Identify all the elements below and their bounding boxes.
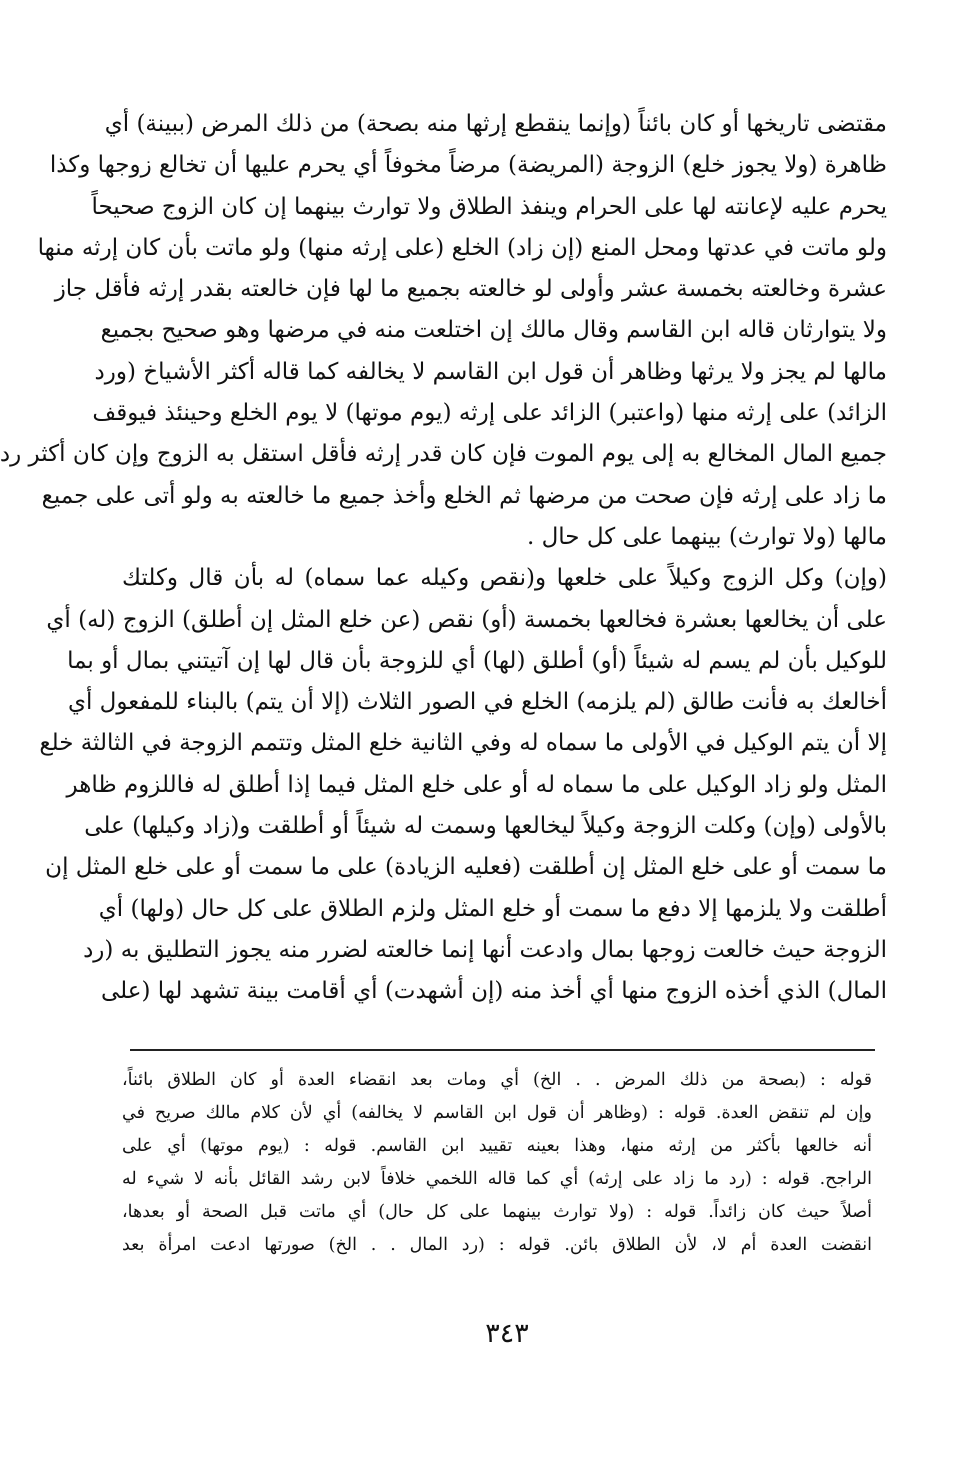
text-line: إلا أن يتم الوكيل في الأولى ما سماه له وفي الثانية خلع المثل وتتمم الزوجة في الثالثة خلع: [39, 730, 887, 757]
main-text: [0, 104, 887, 1013]
footnote-line: وإن لم تنقض العدة. قوله : (وظاهر أن قول ابن القاسم لا يخالفه) أي لأن كلام مالك صريح في: [122, 1103, 872, 1123]
footnote-line: قوله : (بصحة من ذلك المرض . . الخ) أي ومات بعد انقضاء العدة أو كان الطلاق بائناً،: [122, 1070, 872, 1090]
text-line: المال) الذي أخذه الزوج منها أي أخذ منه (إن أشهدت) أي أقامت بينة تشهد لها (على: [100, 978, 887, 1005]
text-line: أطلقت ولا يلزمها إلا دفع ما سمت أو خلع المثل ولزم الطلاق على كل حال (ولها) أي: [98, 895, 887, 922]
footnote-divider: [130, 1049, 875, 1051]
text-line: بالأولى (وإن) وكلت الزوجة وكيلاً ليخالعها وسمت له شيئاً أو أطلقت و(زاد وكيلها) على: [84, 813, 887, 840]
text-line: عشرة وخالعته بخمسة عشر وأولى لو خالعته بجميع ما لها فإن خالعته بقدر إرثه فأقل جاز: [54, 276, 887, 303]
text-line: مالها (ولا توارث) بينهما على كل حال .: [526, 523, 887, 550]
footnotes: [122, 1064, 872, 1262]
footnote-line: انقضت العدة أم لا، لأن الطلاق بائن. قوله : (رد المال . . الخ) صورتها ادعت امرأة بعد: [122, 1235, 872, 1255]
footnote-line: أنه خالعها بأكثر من إرثه منها، وهذا بعينه تقييد ابن القاسم. قوله : (يوم موتها) أي على: [122, 1136, 872, 1156]
text-line: جميع المال المخالع به إلى يوم الموت فإن كان قدر إرثه فأقل استقل به الزوج وإن كان أكثر رد: [0, 441, 887, 468]
text-line: على أن يخالعها بعشرة فخالعها بخمسة (أو) نقص (عن خلع المثل إن أطلق) الزوج (له) أي: [46, 606, 887, 633]
text-line: ما سمت أو على خلع المثل إن أطلقت (فعليه الزيادة) على ما سمت أو على خلع المثل إن: [45, 854, 887, 881]
text-line: ظاهرة (ولا يجوز خلع) الزوجة (المريضة) مرضاً مخوفاً أي يحرم عليها أن تخالع زوجها وكذا: [49, 152, 887, 179]
paragraph-1: [0, 104, 887, 558]
text-line: (وإن) وكل الزوج وكيلاً على خلعها و(نقص وكيله عما سماه) له بأن قال وكلتك: [122, 565, 887, 592]
text-line: مالها لم يجز ولا يرثها وظاهر أن قول ابن القاسم لا يخالفه كما قاله أكثر الأشياخ (ورد: [94, 358, 887, 385]
text-line: ولو ماتت في عدتها ومحل المنع (إن زاد) الخلع (على إرثه منها) ولو ماتت بأن كان إرثه منها: [37, 234, 887, 261]
page-number: ٣٤٣: [485, 1318, 529, 1349]
text-line: الزائد) على إرثه منها (واعتبر) الزائد على إرثه (يوم موتها) لا يوم الخلع وحينئذ فيوقف: [92, 400, 887, 427]
text-line: للوكيل بأن لم يسم له شيئاً (أو) أطلق (لها) أي للزوجة بأن قال لها إن آتيتني بمال أو بما: [67, 647, 887, 674]
text-line: الزوجة حيث خالعت زوجها بمال وادعت أنها إنما خالعته لضرر منه يجوز التطليق به (رد: [83, 936, 887, 963]
text-line: ما زاد على إرثه فإن صحت من مرضها ثم الخلع وأخذ جميع ما خالعته به ولو أتى على جميع: [41, 482, 887, 509]
text-line: مقتضى تاريخها أو كان بائناً (وإنما ينقطع إرثها منه بصحة) من ذلك المرض (ببينة) أي: [104, 111, 887, 137]
paragraph-2: [39, 558, 887, 1012]
footnote-line: أصلاً حيث كان زائداً. قوله : (ولا توارث بينهما على كل حال) أي ماتت قبل الصحة أو بعدها،: [122, 1202, 872, 1222]
text-line: المثل ولو زاد الوكيل على ما سماه له أو على خلع المثل فيما إذا أطلق له فاللزوم ظاهر: [66, 771, 887, 798]
text-line: أخالعك به فأنت طالق (لم يلزمه) الخلع في الصور الثلاث (إلا أن يتم) بالبناء للمفعول أي: [67, 689, 887, 716]
text-line: يحرم عليه لإعانته لها على الحرام وينفذ الطلاق ولا توارث بينهما إن كان الزوج صحيحاً: [91, 193, 887, 220]
text-line: ولا يتوارثان قاله ابن القاسم وقال مالك إن اختلعت منه في مرضها وهو صحيح بجميع: [100, 317, 887, 344]
footnote-line: الراجح. قوله : (رد ما زاد على إرثه) أي كما قاله اللخمي خلافاً لابن رشد القائل بأنه لا شيء له: [122, 1169, 872, 1189]
